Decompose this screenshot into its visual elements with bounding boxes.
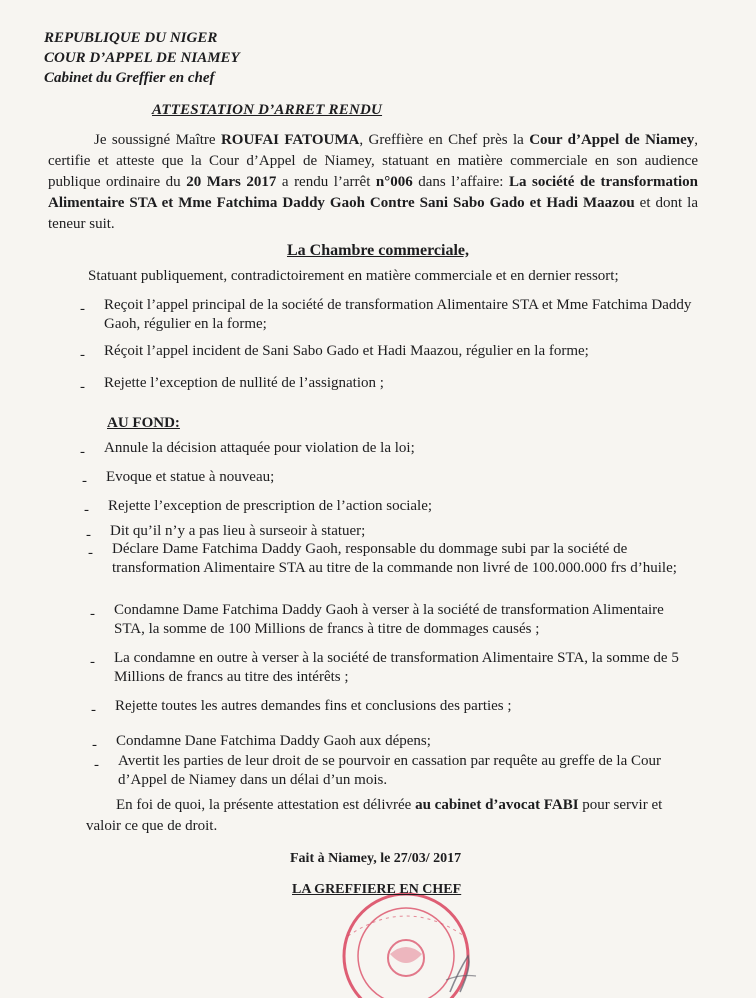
bullet-dash: - xyxy=(92,737,97,753)
bullet-dash: - xyxy=(84,502,89,518)
bullet-dash: - xyxy=(90,654,95,670)
intro-text: a rendu l’arrêt xyxy=(276,174,376,190)
signature-title: LA GREFFIERE EN CHEF xyxy=(292,882,462,897)
ruling-item-text: Rejette l’exception de prescription de l’action sociale; xyxy=(108,498,433,514)
ruling-item-text: Réçoit l’appel incident de Sani Sabo Gado et Hadi Maazou, régulier en la forme; xyxy=(104,343,589,359)
ruling-item xyxy=(90,601,686,639)
bullet-dash: - xyxy=(80,444,85,460)
ruling-item xyxy=(88,540,684,578)
ruling-item xyxy=(80,439,692,460)
ruling-item xyxy=(92,732,688,753)
ruling-item-text: La condamne en outre à verser à la société de transformation Alimentaire STA, la somme de 5 Millions de francs au titre des intérêts ; xyxy=(114,650,679,685)
letterhead xyxy=(44,28,240,88)
place-date: Fait à Niamey, le 27/03/ 2017 xyxy=(290,851,462,866)
closing-paragraph xyxy=(86,795,692,837)
case-parties: La société de transformation Alimentaire STA et Mme Fatchima Daddy Gaoh Contre Sani Sabo Gado et Hadi Maazou xyxy=(48,174,698,211)
letterhead-office: Cabinet du Greffier en chef xyxy=(44,70,215,86)
bullet-dash: - xyxy=(80,347,85,363)
ruling-item-text: Evoque et statue à nouveau; xyxy=(106,469,275,485)
ruling-item-text: Condamne Dane Fatchima Daddy Gaoh aux dépens; xyxy=(116,733,431,749)
ruling-item-text: Déclare Dame Fatchima Daddy Gaoh, responsable du dommage subi par la société de transformation Alimentaire STA au titre de la commande non livré de 100.000.000 frs d’huile; xyxy=(112,541,677,576)
bullet-dash: - xyxy=(80,301,85,317)
closing-text: pour servir et valoir ce que de droit. xyxy=(86,797,663,834)
statuant-line: Statuant publiquement, contradictoirement en matière commerciale et en dernier ressort; xyxy=(88,268,619,284)
clerk-name: ROUFAI FATOUMA xyxy=(220,132,360,148)
au-fond-heading: AU FOND: xyxy=(107,415,180,431)
bullet-dash: - xyxy=(86,527,91,543)
closing-text: En foi de quoi, la présente attestation est délivrée xyxy=(116,797,416,813)
ruling-item xyxy=(80,374,692,395)
ruling-item xyxy=(91,697,687,718)
ruling-item xyxy=(84,497,696,518)
ruling-item-text: Rejette l’exception de nullité de l’assignation ; xyxy=(104,375,384,391)
recipient: au cabinet d’avocat FABI xyxy=(415,797,579,813)
bullet-dash: - xyxy=(80,379,85,395)
ruling-item-text: Avertit les parties de leur droit de se pourvoir en cassation par requête au greffe de la Cour d’Appel de Niamey dans un délai d’un mois. xyxy=(118,753,661,788)
ruling-item xyxy=(90,649,686,687)
hearing-date: 20 Mars 2017 xyxy=(186,174,277,190)
bullet-dash: - xyxy=(82,473,87,489)
ruling-item-text: Annule la décision attaquée pour violation de la loi; xyxy=(104,440,415,456)
letterhead-court: COUR D’APPEL DE NIAMEY xyxy=(44,50,240,66)
intro-text: , Greffière en Chef près la xyxy=(359,132,530,148)
bullet-dash: - xyxy=(91,702,96,718)
ruling-item xyxy=(86,522,698,543)
ruling-number: n°006 xyxy=(375,174,413,190)
intro-text: , certifie et atteste que la Cour d’Appel de Niamey, statuant en matière commerciale en son audience publique ordinaire du xyxy=(48,132,698,190)
court-name: Cour d’Appel de Niamey xyxy=(529,132,695,148)
ruling-item xyxy=(94,752,690,790)
ruling-item-text: Reçoit l’appel principal de la société de transformation Alimentaire STA et Mme Fatchima Daddy Gaoh, régulier en la forme; xyxy=(104,297,692,332)
ruling-item-text: Dit qu’il n’y a pas lieu à surseoir à statuer; xyxy=(110,523,366,539)
intro-text: et dont la teneur suit. xyxy=(48,195,698,232)
document-title: ATTESTATION D’ARRET RENDU xyxy=(152,102,383,118)
chamber-heading: La Chambre commerciale, xyxy=(286,242,470,259)
ruling-item xyxy=(80,342,692,363)
ruling-item-text: Rejette toutes les autres demandes fins et conclusions des parties ; xyxy=(115,698,512,714)
bullet-dash: - xyxy=(94,757,99,773)
ruling-item-text: Condamne Dame Fatchima Daddy Gaoh à verser à la société de transformation Alimentaire STA, la somme de 100 Millions de francs à titre de dommages causés ; xyxy=(114,602,664,637)
ruling-item xyxy=(82,468,694,489)
intro-paragraph xyxy=(48,130,698,235)
bullet-dash: - xyxy=(90,606,95,622)
bullet-dash: - xyxy=(88,545,93,561)
ruling-item xyxy=(80,296,692,334)
letterhead-country: REPUBLIQUE DU NIGER xyxy=(44,30,218,46)
intro-text: Je soussigné Maître xyxy=(94,132,221,148)
intro-text: dans l’affaire: xyxy=(412,174,509,190)
